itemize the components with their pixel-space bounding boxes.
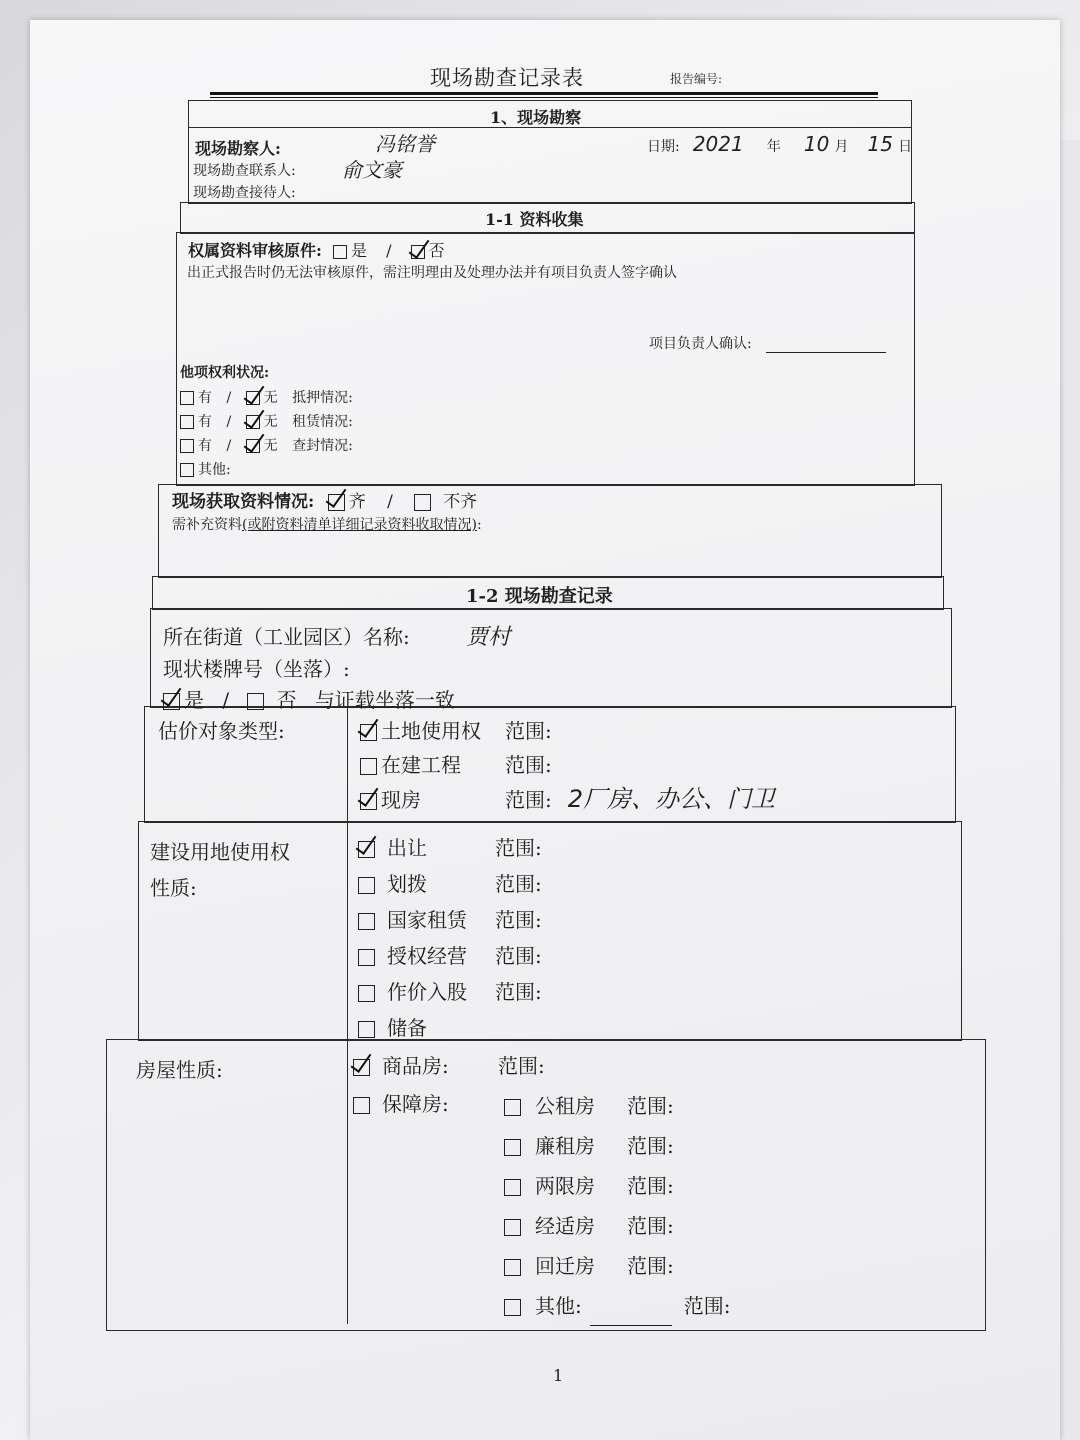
option-label: 作价入股 — [387, 980, 467, 1004]
title-rule-thin — [210, 97, 878, 98]
obtain-label: 现场获取资料情况: — [172, 492, 315, 512]
land-option — [358, 902, 542, 938]
object-type-label: 估价对象类型: — [158, 719, 285, 743]
range-label: 范围: — [505, 788, 552, 812]
match-no-label: 否 — [276, 688, 297, 712]
year-label: 年 — [766, 139, 781, 155]
resettlement-checkbox[interactable] — [504, 1259, 521, 1276]
date-label: 日期: — [647, 139, 680, 155]
option-label: 在建工程 — [381, 753, 461, 777]
land-option — [358, 938, 542, 974]
affordable-option — [504, 1166, 731, 1206]
state-lease-checkbox[interactable] — [358, 913, 375, 930]
rights-row-mortgage: 有 / 无 抵押情况: — [180, 386, 353, 410]
commercial-label: 商品房: — [382, 1054, 449, 1078]
none-checkbox[interactable] — [246, 415, 260, 429]
other-checkbox[interactable] — [180, 463, 194, 477]
land-option — [358, 866, 542, 902]
date-year: 2021 — [692, 132, 744, 156]
complete-label: 齐 — [348, 492, 366, 512]
option-label: 现房 — [381, 788, 421, 812]
none-checkbox[interactable] — [246, 391, 260, 405]
land-nature-options — [358, 830, 542, 1046]
range-label: 范围: — [495, 980, 542, 1004]
option-label: 土地使用权 — [381, 719, 481, 743]
object-option-existing — [360, 782, 775, 817]
confirm-row — [649, 333, 886, 353]
authorized-operation-checkbox[interactable] — [358, 949, 375, 966]
none-label: 无 — [263, 438, 278, 454]
receiver-label: 现场勘查接待人: — [193, 185, 296, 201]
inspector-signature: 冯铭誉 — [375, 132, 435, 156]
review-note: 出正式报告时仍无法审核原件，需注明理由及处理办法并有项目负责人签字确认 — [187, 265, 677, 281]
option-label: 出让 — [387, 836, 427, 860]
range-label: 范围: — [627, 1094, 674, 1118]
supplement-note: (或附资料清单详细记录资料收取情况) — [242, 517, 477, 533]
none-label: 无 — [263, 414, 278, 430]
transfer-checkbox[interactable] — [358, 841, 375, 858]
has-checkbox[interactable] — [180, 391, 194, 405]
range-label: 范围: — [627, 1174, 674, 1198]
option-label: 回迁房 — [535, 1254, 595, 1278]
affordable-row — [353, 1088, 449, 1117]
other-housing-checkbox[interactable] — [504, 1299, 521, 1316]
house-nature-label: 房屋性质: — [136, 1058, 223, 1082]
land-right-checkbox[interactable] — [360, 724, 377, 741]
construction-checkbox[interactable] — [360, 758, 377, 775]
object-option-land — [360, 714, 775, 748]
affordable-option — [504, 1286, 731, 1326]
public-rental-checkbox[interactable] — [504, 1099, 521, 1116]
option-label: 储备 — [387, 1016, 427, 1040]
has-label: 有 — [198, 438, 212, 454]
other-rights-label: 他项权利状况: — [180, 365, 270, 381]
object-type-options — [360, 714, 775, 817]
affordable-option — [504, 1246, 731, 1286]
rights-row-other — [180, 458, 353, 482]
economic-housing-checkbox[interactable] — [504, 1219, 521, 1236]
land-option — [358, 974, 542, 1010]
date-day: 15 — [867, 132, 893, 156]
other-label: 其他: — [198, 462, 231, 478]
affordable-option — [504, 1086, 731, 1126]
section-1-2-heading: 1-2 现场勘查记录 — [466, 586, 613, 607]
object-option-construction — [360, 748, 775, 782]
affordable-label: 保障房: — [382, 1092, 449, 1116]
month-label: 月 — [834, 139, 849, 155]
allocation-checkbox[interactable] — [358, 877, 375, 894]
existing-range-value: 2厂房、办公、门卫 — [567, 785, 776, 813]
range-label: 范围: — [498, 1054, 545, 1078]
rights-row-lease: 有 / 无 租赁情况: — [180, 410, 353, 434]
slash: / — [386, 241, 392, 260]
option-label: 国家租赁 — [387, 908, 467, 932]
date-month: 10 — [803, 132, 830, 156]
incomplete-checkbox[interactable] — [414, 494, 431, 511]
obtain-row: 现场获取资料情况: 齐 / 不齐 — [172, 492, 478, 512]
other-blank-line[interactable] — [590, 1325, 672, 1326]
rights-item: 抵押情况: — [292, 390, 353, 406]
low-rent-checkbox[interactable] — [504, 1139, 521, 1156]
inspector-label: 现场勘察人: — [195, 139, 281, 158]
street-value: 贾村 — [466, 625, 511, 650]
original-yes-checkbox[interactable] — [333, 245, 347, 259]
none-checkbox[interactable] — [246, 439, 260, 453]
match-yes-label: 是 — [184, 688, 204, 712]
range-label: 范围: — [627, 1254, 674, 1278]
land-nature-label — [150, 834, 290, 906]
none-label: 无 — [263, 390, 278, 406]
commercial-row — [353, 1050, 545, 1079]
no-label: 否 — [428, 241, 445, 260]
commercial-checkbox[interactable] — [353, 1059, 370, 1076]
other-rights-list — [180, 386, 353, 482]
option-label: 划拨 — [387, 872, 427, 896]
range-label: 范围: — [627, 1214, 674, 1238]
has-checkbox[interactable] — [180, 415, 194, 429]
original-no-checkbox[interactable] — [411, 245, 425, 259]
supplement-colon: : — [476, 517, 482, 533]
confirm-signature-line[interactable] — [766, 352, 886, 353]
contact-signature: 俞文豪 — [342, 158, 402, 182]
has-label: 有 — [198, 414, 212, 430]
land-option — [358, 830, 542, 866]
rights-row-seizure: 有 / 无 查封情况: — [180, 434, 353, 458]
affordable-option — [504, 1126, 731, 1166]
option-label: 授权经营 — [387, 944, 467, 968]
form-sheet — [30, 20, 1060, 1440]
price-limited-checkbox[interactable] — [504, 1179, 521, 1196]
range-label: 范围: — [505, 719, 552, 743]
option-label: 廉租房 — [535, 1134, 595, 1158]
option-label: 两限房 — [535, 1174, 595, 1198]
affordable-option — [504, 1206, 731, 1246]
range-label: 范围: — [683, 1294, 731, 1318]
original-review-row — [188, 238, 445, 261]
option-label: 其他: — [535, 1294, 582, 1318]
equity-contribution-checkbox[interactable] — [358, 985, 375, 1002]
range-label: 范围: — [495, 872, 542, 896]
yes-label: 是 — [351, 241, 368, 260]
range-label: 范围: — [495, 944, 542, 968]
match-text: 与证载坐落一致 — [314, 688, 455, 712]
page-number: 1 — [553, 1366, 564, 1385]
rights-item: 租赁情况: — [292, 414, 353, 430]
range-label: 范围: — [495, 908, 542, 932]
range-label: 范围: — [627, 1134, 674, 1158]
affordable-options — [504, 1086, 731, 1326]
form-title: 现场勘查记录表 — [430, 66, 584, 90]
reserve-checkbox[interactable] — [358, 1021, 375, 1038]
location-match-row: 是 / 否 与证载坐落一致 — [163, 684, 455, 713]
title-rule-thick — [210, 92, 878, 95]
existing-house-checkbox[interactable] — [360, 793, 377, 810]
affordable-checkbox[interactable] — [353, 1097, 370, 1114]
complete-checkbox[interactable] — [328, 494, 345, 511]
street-row — [163, 620, 510, 651]
rights-item: 查封情况: — [292, 438, 353, 454]
range-label: 范围: — [505, 753, 552, 777]
section-1-1-heading: 1-1 资料收集 — [485, 210, 584, 229]
section-1-heading: 1、现场勘察 — [490, 108, 582, 127]
report-number-label: 报告编号: — [670, 72, 723, 86]
incomplete-label: 不齐 — [443, 492, 478, 512]
street-label: 所在街道（工业园区）名称: — [163, 625, 410, 649]
option-label: 经适房 — [535, 1214, 595, 1238]
has-checkbox[interactable] — [180, 439, 194, 453]
option-label: 公租房 — [535, 1094, 595, 1118]
range-label: 范围: — [495, 836, 542, 860]
supplement-row — [172, 514, 482, 534]
date-field — [647, 132, 912, 156]
land-nature-label-line2: 性质: — [150, 876, 197, 900]
land-nature-label-line1: 建设用地使用权 — [150, 840, 290, 864]
original-review-label: 权属资料审核原件: — [188, 241, 322, 260]
supplement-label: 需补充资料 — [172, 517, 242, 533]
has-label: 有 — [198, 390, 212, 406]
contact-label: 现场勘查联系人: — [193, 163, 296, 179]
day-label: 日 — [898, 139, 913, 155]
confirm-label: 项目负责人确认: — [649, 336, 752, 352]
building-label: 现状楼牌号（坐落）: — [163, 657, 350, 681]
